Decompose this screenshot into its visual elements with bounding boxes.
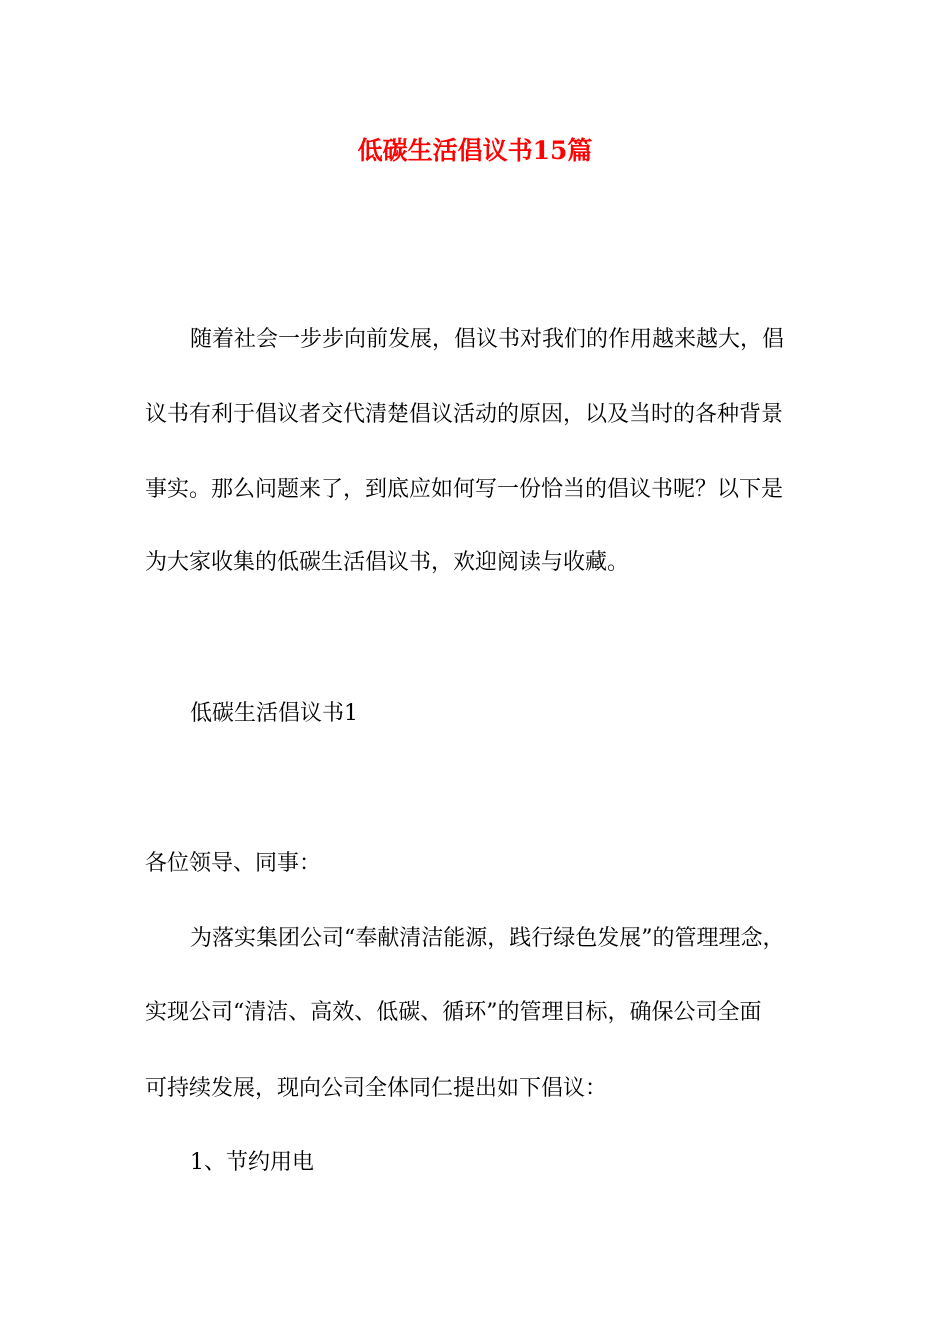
intro-line-1: 随着社会一步步向前发展，倡议书对我们的作用越来越大，倡 bbox=[190, 327, 785, 352]
body-line-1: 为落实集团公司“奉献清洁能源，践行绿色发展”的管理理念， bbox=[190, 926, 785, 951]
intro-line-2: 议书有利于倡议者交代清楚倡议活动的原因，以及当时的各种背景 bbox=[145, 402, 784, 427]
salutation: 各位领导、同事： bbox=[145, 851, 322, 876]
document-title: 低碳生活倡议书15篇 bbox=[357, 136, 593, 165]
intro-line-3: 事实。那么问题来了，到底应如何写一份恰当的倡议书呢？以下是 bbox=[145, 477, 784, 502]
intro-line-4: 为大家收集的低碳生活倡议书，欢迎阅读与收藏。 bbox=[145, 550, 630, 575]
body-line-3: 可持续发展，现向公司全体同仁提出如下倡议： bbox=[145, 1076, 608, 1101]
section-heading: 低碳生活倡议书1 bbox=[190, 701, 358, 726]
list-item-1: 1、节约用电 bbox=[190, 1150, 314, 1175]
body-line-2: 实现公司“清洁、高效、低碳、循环”的管理目标，确保公司全面 bbox=[145, 1000, 762, 1025]
